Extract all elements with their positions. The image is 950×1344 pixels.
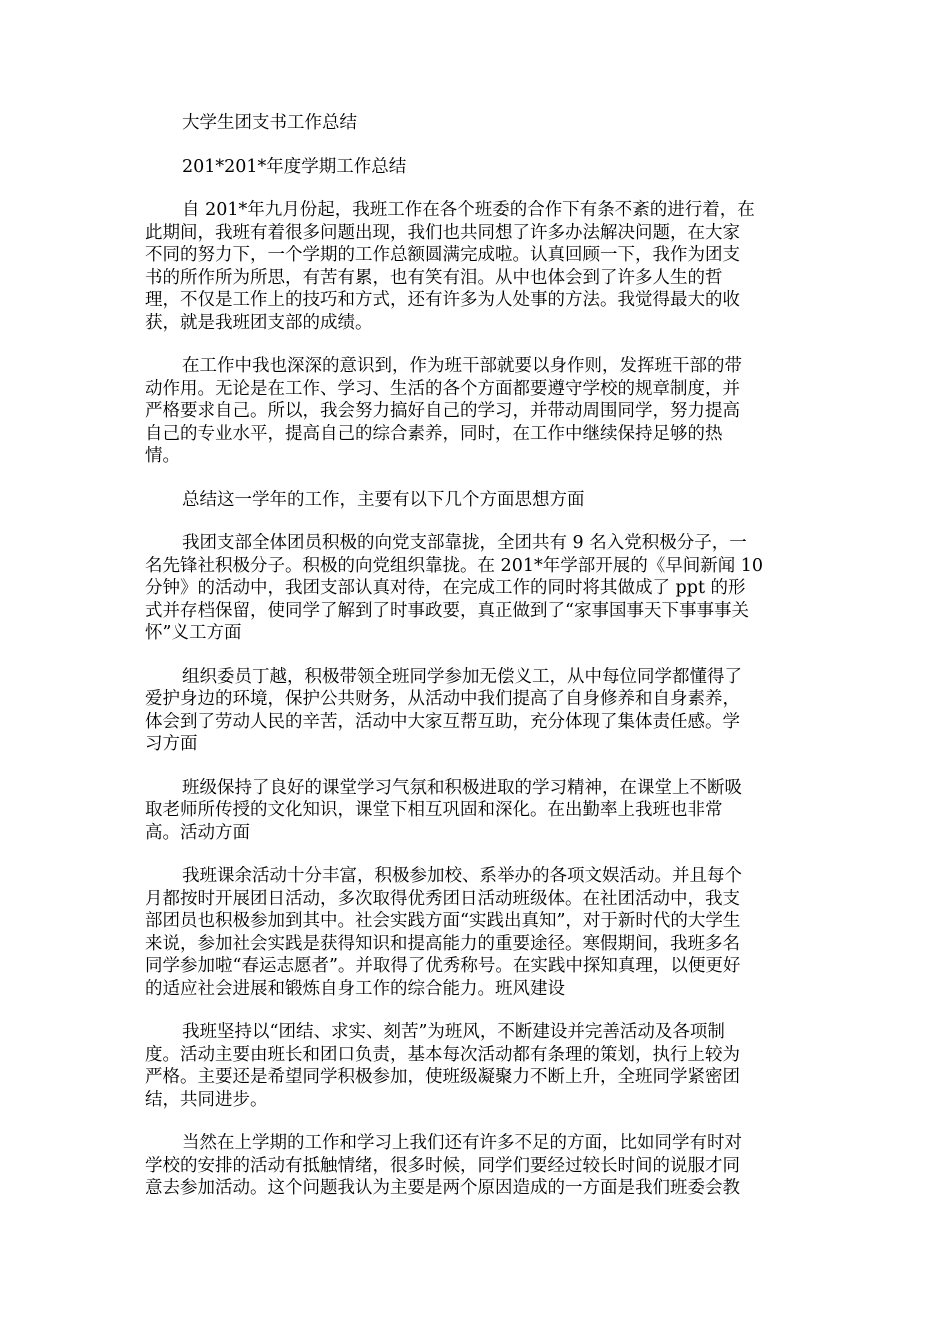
paragraph-line: 当然在上学期的工作和学习上我们还有许多不足的方面，比如同学有时对 [182,1133,742,1153]
paragraph-line: 此期间，我班有着很多问题出现，我们也共同想了许多办法解决问题，在大家 [145,222,740,243]
paragraph-line: 同学参加啦“春运志愿者”。并取得了优秀称号。在实践中探知真理，以便更好 [145,956,741,976]
paragraph-line: 在工作中我也深深的意识到，作为班干部就要以身作则，发挥班干部的带 [182,356,742,376]
paragraph-line: 自己的专业水平，提高自己的综合素养，同时，在工作中继续保持足够的热 [145,423,723,444]
paragraph-line: 不同的努力下，一个学期的工作总额圆满完成啦。认真回顾一下，我作为团支 [145,245,740,265]
paragraph-line: 总结这一学年的工作，主要有以下几个方面思想方面 [182,489,585,510]
paragraph [145,865,805,1000]
paragraph [145,489,805,512]
paragraph-line: 取老师所传授的文化知识，课堂下相互巩固和深化。在出勤率上我班也非常 [145,800,723,820]
paragraph-line: 的适应社会进展和锻炼自身工作的综合能力。班风建设 [145,978,565,999]
paragraph [145,355,805,468]
paragraph-line: 习方面 [145,734,198,754]
paragraph-line: 情。 [145,446,180,466]
paragraph-line: 部团员也积极参加到其中。社会实践方面“实践出真知”，对于新时代的大学生 [145,911,741,931]
paragraph-line: 月都按时开展团日活动，多次取得优秀团日活动班级体。在社团活动中，我支 [145,888,740,909]
paragraph-line: 我班坚持以“团结、求实、刻苦”为班风，不断建设并完善活动及各项制 [182,1022,725,1042]
paragraph [145,1132,805,1200]
paragraph-line: 严格。主要还是希望同学积极参加，使班级凝聚力不断上升，全班同学紧密团 [145,1067,740,1087]
paragraph-line: 体会到了劳动人民的辛苦，活动中大家互帮互助，充分体现了集体责任感。学 [145,711,740,732]
paragraph-line: 我班课余活动十分丰富，积极参加校、系举办的各项文娱活动。并且每个 [182,866,742,886]
paragraph-line: 严格要求自己。所以，我会努力搞好自己的学习，并带动周围同学，努力提高 [145,401,740,421]
document-title: 大学生团支书工作总结 [182,113,357,133]
paragraph-line: 班级保持了良好的课堂学习气氛和积极进取的学习精神，在课堂上不断吸 [182,777,742,798]
paragraph-line: 组织委员丁越，积极带领全班同学参加无偿义工，从中每位同学都懂得了 [182,666,742,687]
paragraph [145,199,805,334]
paragraph-line: 自 201*年九月份起，我班工作在各个班委的合作下有条不紊的进行着，在 [182,200,755,220]
paragraph-line: 理，不仅是工作上的技巧和方式，还有许多为人处事的方法。我觉得最大的收 [145,290,740,310]
paragraph-line: 学校的安排的活动有抵触情绪，很多时候，同学们要经过较长时间的说服才同 [145,1155,740,1176]
paragraph-line: 分钟》的活动中，我团支部认真对待，在完成工作的同时将其做成了 ppt 的形 [145,578,746,598]
document-body [145,199,805,1200]
paragraph-line: 名先锋社积极分子。积极的向党组织靠拢。在 201*年学部开展的《早间新闻 10 [145,555,764,576]
paragraph-line: 高。活动方面 [145,822,250,843]
paragraph-line: 爱护身边的环境，保护公共财务，从活动中我们提高了自身修养和自身素养， [145,689,740,709]
paragraph-line: 我团支部全体团员积极的向党支部靠拢，全团共有 9 名入党积极分子，一 [182,533,747,553]
document-subtitle: 201*201*年度学期工作总结 [182,156,407,177]
paragraph [145,777,805,845]
paragraph-line: 来说，参加社会实践是获得知识和提高能力的重要途径。寒假期间，我班多名 [145,933,740,954]
paragraph-line: 度。活动主要由班长和团口负责，基本每次活动都有条理的策划，执行上较为 [145,1044,740,1065]
paragraph-line: 怀”义工方面 [145,623,242,643]
paragraph-line: 动作用。无论是在工作、学习、生活的各个方面都要遵守学校的规章制度，并 [145,378,740,399]
paragraph-line: 意去参加活动。这个问题我认为主要是两个原因造成的一方面是我们班委会教 [145,1178,740,1198]
paragraph-line: 式并存档保留，使同学了解到了时事政要，真正做到了“家事国事天下事事事关 [145,600,749,621]
paragraph [145,532,805,645]
paragraph-line: 书的所作所为所思，有苦有累，也有笑有泪。从中也体会到了许多人生的哲 [145,267,723,288]
paragraph-line: 结，共同进步。 [145,1089,268,1110]
paragraph-line: 获，就是我班团支部的成绩。 [145,312,373,333]
document-page [145,112,805,1200]
paragraph [145,1021,805,1111]
paragraph [145,666,805,756]
